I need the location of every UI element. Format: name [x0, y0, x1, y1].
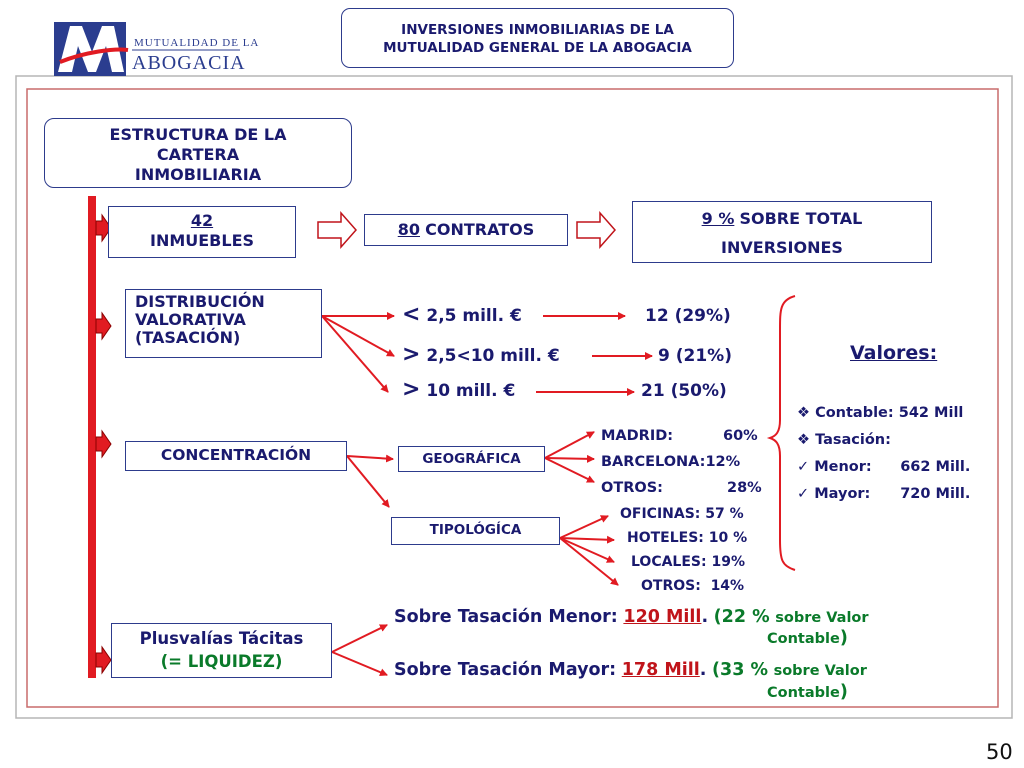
sobre-menor-paren-open: ( [713, 607, 722, 627]
inmuebles-label: INMUEBLES [149, 231, 255, 250]
header-title-line1: INVERSIONES INMOBILIARIAS DE LA [401, 22, 674, 38]
tipo-item-3: LOCALES: 19% [631, 554, 745, 570]
contratos-box [364, 214, 568, 246]
tipologica-label: TIPOLÓGÍCA [429, 522, 522, 538]
hollow-arrow-2 [577, 213, 615, 247]
contratos-label: CONTRATOS [425, 220, 535, 239]
distribucion-line1: DISTRIBUCIÓN [135, 292, 265, 311]
geo-item-2-value: :12% [699, 454, 741, 470]
geografica-list [601, 423, 762, 501]
geo-item-3-value: 28% [727, 480, 762, 496]
arrow-conc-geo [347, 456, 393, 459]
check-icon: ✓ [797, 486, 810, 502]
range-3-label: 10 mill. € [426, 381, 516, 401]
geografica-box [398, 446, 545, 472]
concentracion-box [125, 441, 347, 471]
range-2-symbol: > [402, 342, 421, 367]
valores-contable: Contable: 542 Mill [815, 405, 964, 421]
header-title-box [341, 8, 734, 68]
total-label2: INVERSIONES [721, 238, 843, 257]
range-1 [402, 302, 522, 327]
range-1-label: 2,5 mill. € [426, 306, 522, 326]
sobre-menor-pct: 22 % [721, 607, 770, 627]
sobre-mayor-pct: 33 % [720, 660, 768, 680]
plusvalias-line1: Plusvalías Tácitas [139, 629, 304, 648]
sobre-mayor-prefix: Sobre Tasación Mayor: [394, 660, 617, 680]
geo-item-2-label: BARCELONA [601, 454, 700, 470]
range-3-symbol: > [402, 377, 421, 402]
range-1-symbol: < [402, 302, 421, 327]
structure-title-box [44, 118, 352, 188]
sobre-mayor-note2: Contable [767, 685, 840, 701]
tipo-item-1: OFICINAS: 57 % [620, 506, 744, 522]
range-2-label: 2,5<10 mill. € [426, 346, 560, 366]
logo-monogram-icon [54, 22, 128, 76]
distribucion-box [125, 289, 322, 358]
sobre-menor-dot: . [701, 607, 709, 627]
valores-title: Valores: [850, 342, 938, 364]
tipo-item-2: HOTELES: 10 % [627, 530, 748, 546]
sobre-mayor-dot: . [699, 660, 707, 680]
sobre-menor-note1: sobre Valor [775, 610, 869, 626]
geo-item-3-label: OTROS: [601, 480, 663, 496]
sobre-mayor-line [394, 660, 867, 680]
contratos-number: 80 [397, 220, 420, 239]
arrow-geo-2 [545, 458, 594, 459]
valores-mayor-value: 720 Mill. [900, 486, 971, 502]
branch-arrow-plusvalias [96, 647, 111, 673]
arrow-geo-3 [545, 458, 594, 482]
total-percent: 9 % [701, 209, 735, 228]
sobre-menor-note2: Contable [767, 631, 840, 647]
arrow-dist-2 [322, 316, 394, 356]
tipo-item-4: OTROS: 14% [641, 578, 745, 594]
sobre-menor-note2-line [767, 628, 848, 648]
arrow-plus-menor [332, 625, 387, 652]
sobre-mayor-paren-close: ) [839, 682, 848, 702]
total-label1: SOBRE TOTAL [739, 209, 863, 228]
branch-arrow-concentracion [96, 431, 111, 457]
total-box [632, 201, 932, 263]
plusvalias-line2: (= LIQUIDEZ) [160, 652, 283, 671]
valores-mayor-label: Mayor: [814, 486, 871, 502]
brace [770, 296, 795, 570]
arrow-tipo-3 [560, 538, 614, 562]
valores-menor-value: 662 Mill. [900, 459, 971, 475]
arrow-tipo-1 [560, 516, 608, 538]
range-3-value: 21 (50%) [641, 381, 727, 401]
inmuebles-number: 42 [190, 211, 214, 230]
diamond-bullet-icon: ❖ [797, 405, 810, 421]
structure-title-line1: ESTRUCTURA DE LA [109, 125, 287, 144]
arrow-plus-mayor [332, 652, 387, 675]
concentracion-label: CONCENTRACIÓN [160, 446, 312, 464]
sobre-menor-amount: 120 Mill [623, 607, 702, 627]
trunk-line [88, 196, 96, 678]
arrow-conc-tipo [347, 456, 389, 507]
logo-line2: ABOGACIA [132, 52, 246, 74]
range-2-value: 9 (21%) [658, 346, 732, 366]
sobre-mayor-note2-line [767, 682, 848, 702]
distribucion-line2: VALORATIVA [135, 310, 246, 329]
geo-item-1-label: MADRID: [601, 428, 674, 444]
valores-tasacion: Tasación: [815, 432, 891, 448]
range-1-value: 12 (29%) [645, 306, 731, 326]
sobre-mayor-note1: sobre Valor [773, 663, 867, 679]
geo-item-1-value: 60% [723, 428, 758, 444]
valores-menor-label: Menor: [814, 459, 872, 475]
geografica-label: GEOGRÁFICA [422, 451, 521, 467]
logo-line1: MUTUALIDAD DE LA [134, 37, 260, 49]
sobre-menor-line [394, 607, 869, 627]
sobre-menor-prefix: Sobre Tasación Menor: [394, 607, 618, 627]
arrow-dist-3 [322, 316, 388, 392]
check-icon: ✓ [797, 459, 810, 475]
diamond-bullet-icon: ❖ [797, 432, 810, 448]
range-3 [402, 377, 515, 402]
structure-title-line2: CARTERA [156, 145, 240, 164]
inmuebles-box [108, 206, 296, 258]
sobre-menor-paren-close: ) [839, 628, 848, 648]
structure-title-line3: INMOBILIARIA [134, 165, 262, 184]
tipologica-box [391, 517, 560, 545]
arrow-tipo-2 [560, 538, 614, 540]
page-number: 50 [986, 740, 1013, 764]
header-title-line2: MUTUALIDAD GENERAL DE LA ABOGACIA [383, 40, 692, 56]
distribucion-line3: (TASACIÓN) [135, 328, 241, 347]
sobre-mayor-amount: 178 Mill [621, 660, 700, 680]
range-2 [402, 342, 560, 367]
arrow-geo-1 [545, 432, 594, 458]
branch-arrow-distribucion [96, 313, 111, 339]
arrow-tipo-4 [560, 538, 618, 585]
sobre-mayor-paren-open: ( [712, 660, 721, 680]
valores-list [797, 400, 970, 508]
hollow-arrow-1 [318, 213, 356, 247]
plusvalias-box [111, 623, 332, 678]
